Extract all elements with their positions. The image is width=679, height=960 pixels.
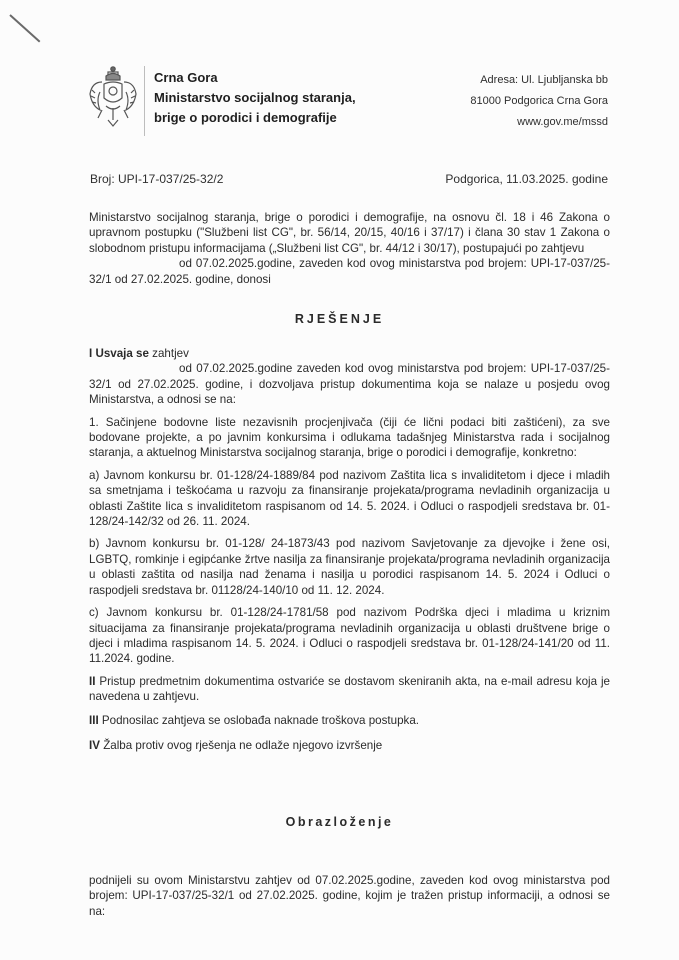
section-2-number: II [89,674,96,688]
section-1-lead-rest: zahtjev [148,347,189,360]
section-2-text: Pristup predmetnim dokumentima ostvariće se dostavom skeniranih akta, na e-mail adresu koja je navedena u zahtjevu. [89,674,610,704]
decision-title: RJEŠENJE [294,312,385,326]
section-1-continuation: od 07.02.2025.godine zaveden kod ovog ministarstva pod brojem: UPI-17-037/25-32/1 od 27.02.2025. godine, i dozvoljava pristup dokumentima koja se nalaze u posjedu ovog Ministarstva, a odnosi se na: [89,362,610,407]
section-3-text: Podnosilac zahtjeva se oslobađa naknade troškova postupka. [98,713,420,727]
ministry-address [470,70,608,133]
intro-line1: Ministarstvo socijalnog staranja, brige o porodici i demografije, na osnovu čl. 18 i 46 Zakona o upravnom postupku ("Službeni list CG", br. 56/14, 20/15, 40/16 i 37/17) i člana 30 stav 1 Zakona o slobodnom pristupu informacijama („Službeni list CG", br. 44/12 i 30/17), postupajući po zahtjevu [89,211,610,255]
section-2 [89,674,610,705]
section-1-item-a: a) Javnom konkursu br. 01-128/24-1889/84 pod nazivom Zaštita lica s invaliditetom i djece i mladih sa smetnjama i teškoćama u razvoju za finansiranje projekata/programa nevladinih organizacija u oblasti Zaštite lica s invaliditetom raspisanom od 14. 5. 2024. i Odluci o raspodjeli sredstava br. 01-128/24-142/32 od 26. 11. 2024. [89,468,610,529]
section-1-lead: I Usvaja se [89,347,149,360]
intro-line2: od 07.02.2025.godine, zaveden kod ovog ministarstva pod brojem: UPI-17-037/25-32/1 od 27.02.2025. godine, donosi [89,257,610,286]
org-ministry-line1: Ministarstvo socijalnog staranja, [154,90,356,105]
section-1-item-c: c) Javnom konkursu br. 01-128/24-1781/58 pod nazivom Podrška djeci i mladima u kriznim situacijama za finansiranje projekata/programa nevladinih organizacija u oblasti društvene brige o djeci i mladima raspisanom 14. 5. 2024. i Odluci o raspodjeli sredstava br. 01-128/24-141/20 od 11. 11.2024. godine. [89,606,610,666]
address-city: 81000 Podgorica Crna Gora [470,95,608,107]
organization-name [154,68,356,128]
header-divider [144,66,145,136]
section-3 [89,713,610,728]
section-1-item-b: b) Javnom konkursu br. 01-128/ 24-1873/43 pod nazivom Savjetovanje za djevojke i žene osi, LGBTQ, romkinje i egipćanke žrtve nasilja za finansiranje projekata/programa nevladinih organizacija u oblasti zaštita od nasilja nad ženama i nasilja u porodici raspisanom 14. 5. 2024 i Odluci o raspodjeli sredstava br. 01128/24-140/10 od 11. 12. 2024. [89,537,610,597]
section-4 [89,738,610,753]
document-number: Broj: UPI-17-037/25-32/2 [90,172,224,186]
org-country: Crna Gora [154,70,218,85]
intro-paragraph [89,210,610,287]
section-4-text: Žalba protiv ovog rješenja ne odlaže njegovo izvršenje [99,738,383,752]
address-street: Adresa: Ul. Ljubljanska bb [480,74,608,86]
reasoning-paragraph: podnijeli su ovom Ministarstvu zahtjev od 07.02.2025.godine, zaveden kod ovog ministarstva pod brojem: UPI-17-037/25-32/1 od 27.02.2025. godine, kojim je tražen pristup informaciji, a odnosi se na: [89,874,610,918]
section-4-number: IV [89,738,100,752]
org-ministry-line2: brige o porodici i demografije [154,110,337,125]
document-place-date: Podgorica, 11.03.2025. godine [445,172,608,186]
letterhead [88,64,608,164]
section-1-item-1: 1. Sačinjene bodovne liste nezavisnih procjenjivača (čiji će lični podaci biti zaštićeni), za sve bodovane projekte, a po javnim konkursima i odlukama tadašnjeg Ministarstva rada i socijalnog staranja, a aktuelnog Ministarstva socijalnog staranja, brige o porodici i demografije, konkretno: [89,415,610,460]
section-3-number: III [89,713,99,727]
document-meta [90,172,610,186]
reasoning-title: Obrazloženje [285,815,394,829]
scan-mark [9,14,40,42]
section-1 [89,346,610,753]
address-website: www.gov.me/mssd [517,116,608,128]
coat-of-arms-icon [88,64,138,130]
